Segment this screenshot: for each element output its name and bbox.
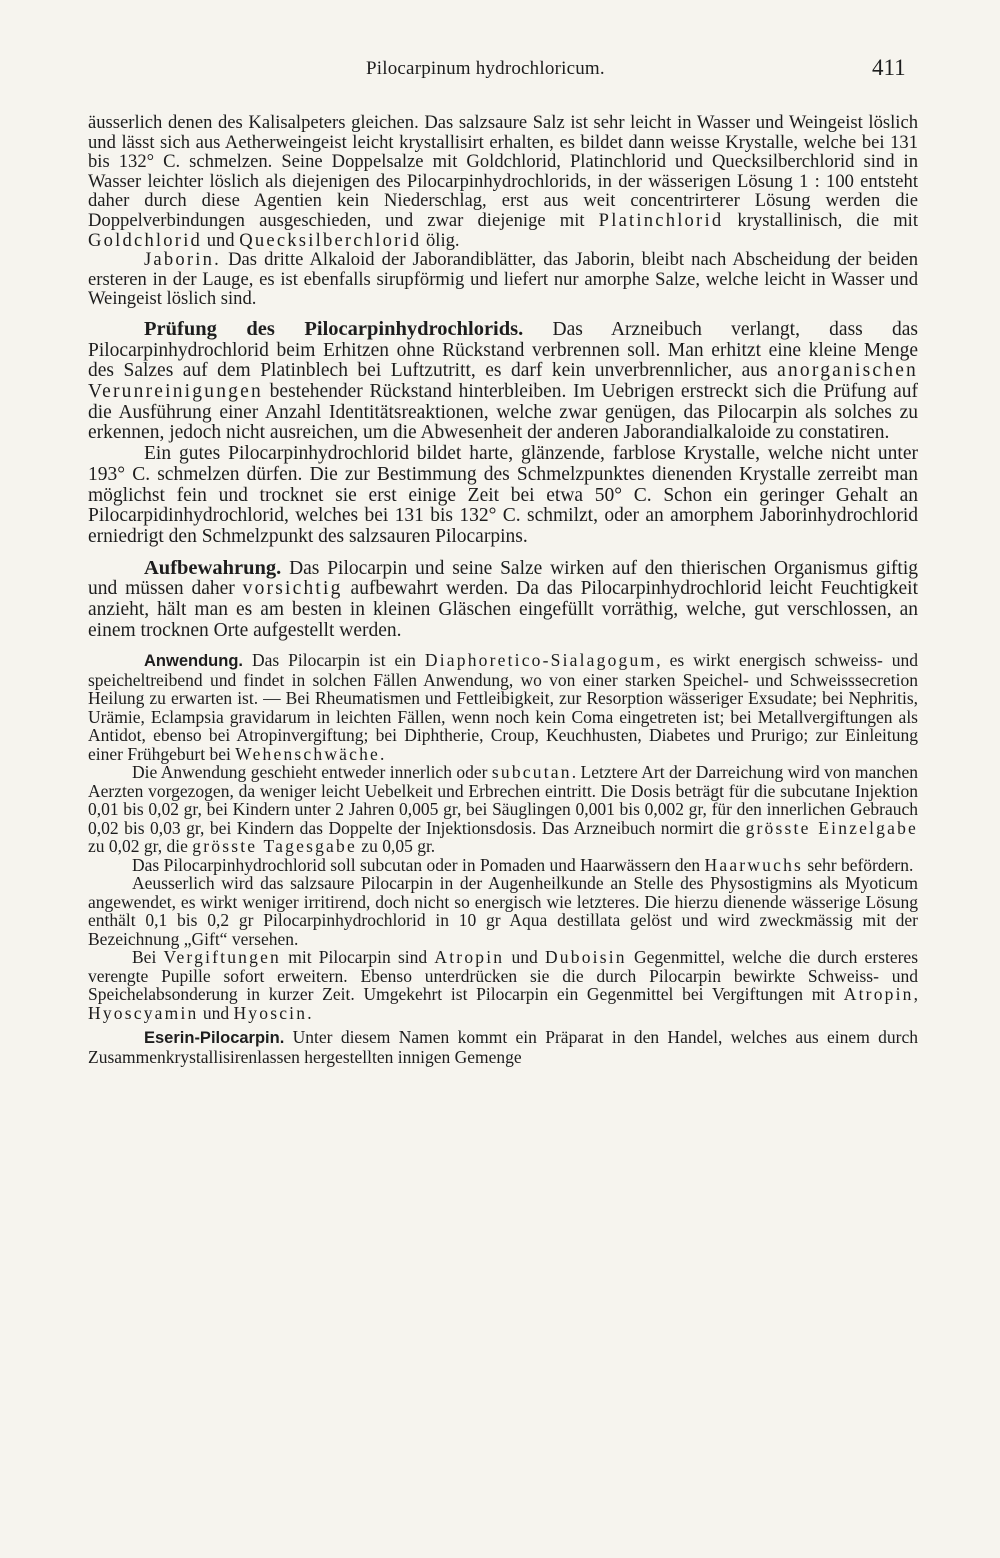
spaced-term: grösste Einzelgabe [745, 817, 918, 838]
section-heading-aufbewahrung: Aufbewahrung. [144, 556, 282, 579]
spaced-term: grösste Tagesgabe [192, 836, 357, 857]
spaced-term: Vergiftungen [163, 947, 281, 968]
spaced-term: Wehenschwäche [235, 743, 381, 764]
spaced-term: Quecksilberchlorid [239, 229, 422, 251]
spaced-term: subcutan [491, 762, 572, 783]
section-heading-pruefung: Prüfung des Pilocarpinhydrochlorids. [144, 317, 524, 340]
spaced-term: Hyoscin [233, 1002, 308, 1023]
paragraph-anwendung: Anwendung. Das Pilocarpin ist ein Diaphoretico-Sialagogum, es wirkt energisch schweiss- und speicheltreibend und findet in solchen Fällen Anwendung, wo von einer starken Speichel- und Schweisssecretion Heilung zu erwarten ist. — Bei Rheumatismen und Fettleibigkeit, zur Resorption wässeriger Exsudate; bei Nephritis, Urämie, Eclampsia gravidarum in leichten Fällen, wenn noch kein Coma eingetreten ist; bei Metallvergiftungen als Antidot, ebenso bei Atropinvergiftung; bei Diphtherie, Croup, Keuchhusten, Diabetes und Prurigo; zur Einleitung einer Frühgeburt bei Wehenschwäche. [88, 650, 919, 764]
paragraph-dosis: Die Anwendung geschieht entweder innerlich oder subcutan. Letztere Art der Darreichung wird von manchen Aerzten vorgezogen, da weniger leicht Uebelkeit und Erbrechen eintritt. Die Dosis beträgt für die subcutane Injektion 0,01 bis 0,02 gr, bei Kindern unter 2 Jahren 0,005 gr, bei Säuglingen 0,001 bis 0,002 gr, für den innerlichen Gebrauch 0,02 bis 0,03 gr, bei Kindern das Doppelte der Injektionsdosis. Das Arzneibuch normirt die grösste Einzelgabe zu 0,02 gr, die grösste Tagesgabe zu 0,05 gr. [88, 762, 918, 857]
spaced-term: Platinchlorid [598, 209, 724, 231]
spaced-term: vorsichtig [242, 578, 343, 600]
spaced-term: Goldchlorid [88, 229, 203, 251]
paragraph-aufbewahrung: Aufbewahrung. Das Pilocarpin und seine Salze wirken auf den thierischen Organismus giftig und müssen daher vorsichtig aufbewahrt werden. Da das Pilocarpinhydrochlorid leicht Feuchtigkeit anzieht, hält man es am besten in kleinen Gläschen eingefüllt vorräthig, welche, gut verschlossen, an einem trocknen Orte aufgestellt werden. [88, 556, 918, 641]
paragraph-schmelzpunkt: Ein gutes Pilocarpinhydrochlorid bildet harte, glänzende, farblose Krystalle, welche nicht unter 193° C. schmelzen dürfen. Die zur Bestimmung des Schmelzpunktes dienenden Krystalle zerreibt man möglichst fein und trocknet sie erst einige Zeit bei etwa 50° C. Schon ein geringer Gehalt an Pilocarpidinhydrochlorid, welches bei 131 bis 132° C. schmilzt, oder an amorphem Jaborinhydrochlorid erniedrigt den Schmelzpunkt des salzsauren Pilocarpins. [88, 443, 918, 547]
spaced-term: anorganischen Verunreinigungen [88, 360, 918, 403]
spaced-term: Hyoscyamin [88, 1002, 199, 1023]
body-text [88, 113, 918, 1066]
paragraph-salts: äusserlich denen des Kalisalpeters gleichen. Das salzsaure Salz ist sehr leicht in Wasser und Weingeist löslich und lässt sich aus Aetherweingeist leicht krystallisirt erhalten, es bildet dann weisse Krystalle, welche bei 131 bis 132° C. schmelzen. Seine Doppelsalze mit Goldchlorid, Platinchlorid und Quecksilberchlorid sind in Wasser leichter löslich als diejenigen des Pilocarpinhydrochlorids, in der wässerigen Lösung 1 : 100 entsteht daher durch diese Agentien kein Niederschlag, erst aus weit concentrirterer Lösung werden die Doppelverbindungen ausgeschieden, und zwar diejenige mit Platinchlorid krystallinisch, die mit Goldchlorid und Quecksilberchlorid ölig. [88, 112, 918, 251]
page-number: 411 [872, 55, 906, 80]
paragraph-haarwuchs: Das Pilocarpinhydrochlorid soll subcutan oder in Pomaden und Haarwässern den Haarwuchs sehr befördern. [132, 854, 914, 875]
spaced-term: Atropin [434, 947, 505, 968]
spaced-term: Jaborin. [144, 249, 221, 271]
paragraph-jaborin: Jaborin. Das dritte Alkaloid der Jaborandiblätter, das Jaborin, bleibt nach Abscheidung der beiden ersteren in der Lauge, es ist ebenfalls sirupförmig und liefert nur amorphe Salze, welche leicht in Wasser und Weingeist löslich sind. [88, 249, 918, 310]
paragraph-augenheilkunde: Aeusserlich wird das salzsaure Pilocarpin in der Augenheilkunde an Stelle des Physostigmins als Myoticum angewendet, es wirkt weniger irritirend, doch nicht so energisch wie letzteres. Die hierzu dienende wässerige Lösung enthält 0,1 bis 0,2 gr Pilocarpinhydrochlorid in 10 gr Aqua destillata gelöst und wird zweckmässig mit der Bezeichnung „Gift“ versehen. [88, 873, 918, 949]
section-heading-anwendung: Anwendung. [144, 652, 243, 671]
section-heading-eserin-pilocarpin: Eserin-Pilocarpin. [144, 1029, 285, 1048]
spaced-term: Duboisin [544, 947, 627, 968]
page-header [0, 55, 1000, 88]
spaced-term: Atropin [843, 984, 914, 1005]
spaced-term: Diaphoretico-Sialagogum [424, 650, 657, 671]
paragraph-vergiftungen: Bei Vergiftungen mit Pilocarpin sind Atropin und Duboisin Gegenmittel, welche die durch ersteres verengte Pupille sofort erweitern. Ebenso unterdrücken sie die durch Pilocarpin bewirkte Schweiss- und Speichelabsonderung in kurzer Zeit. Umgekehrt ist Pilocarpin ein Gegenmittel bei Vergiftungen mit Atropin, Hyoscyamin und Hyoscin. [88, 947, 918, 1023]
paragraph-pruefung: Prüfung des Pilocarpinhydrochlorids. Das Arzneibuch verlangt, dass das Pilocarpinhydrochlorid beim Erhitzen ohne Rückstand verbrennen soll. Man erhitzt eine kleine Menge des Salzes auf dem Platinblech bei Luftzutritt, es darf kein unverbrennlicher, aus anorganischen Verunreinigungen bestehender Rückstand hinterbleiben. Im Uebrigen erstreckt sich die Prüfung auf die Ausführung einer Anzahl Identitätsreaktionen, welche zwar genügen, das Pilocarpin als solches zu erkennen, jedoch nicht ausreichen, um die Abwesenheit der anderen Jaborandialkaloide zu constatiren. [88, 317, 918, 444]
running-title: Pilocarpinum hydrochloricum. [366, 58, 605, 79]
paragraph-eserin-pilocarpin: Eserin-Pilocarpin. Unter diesem Namen kommt ein Präparat in den Handel, welches aus einem durch Zusammenkrystallisirenlassen hergestellten innigen Gemenge [88, 1027, 918, 1067]
spaced-term: Haarwuchs [704, 854, 804, 875]
